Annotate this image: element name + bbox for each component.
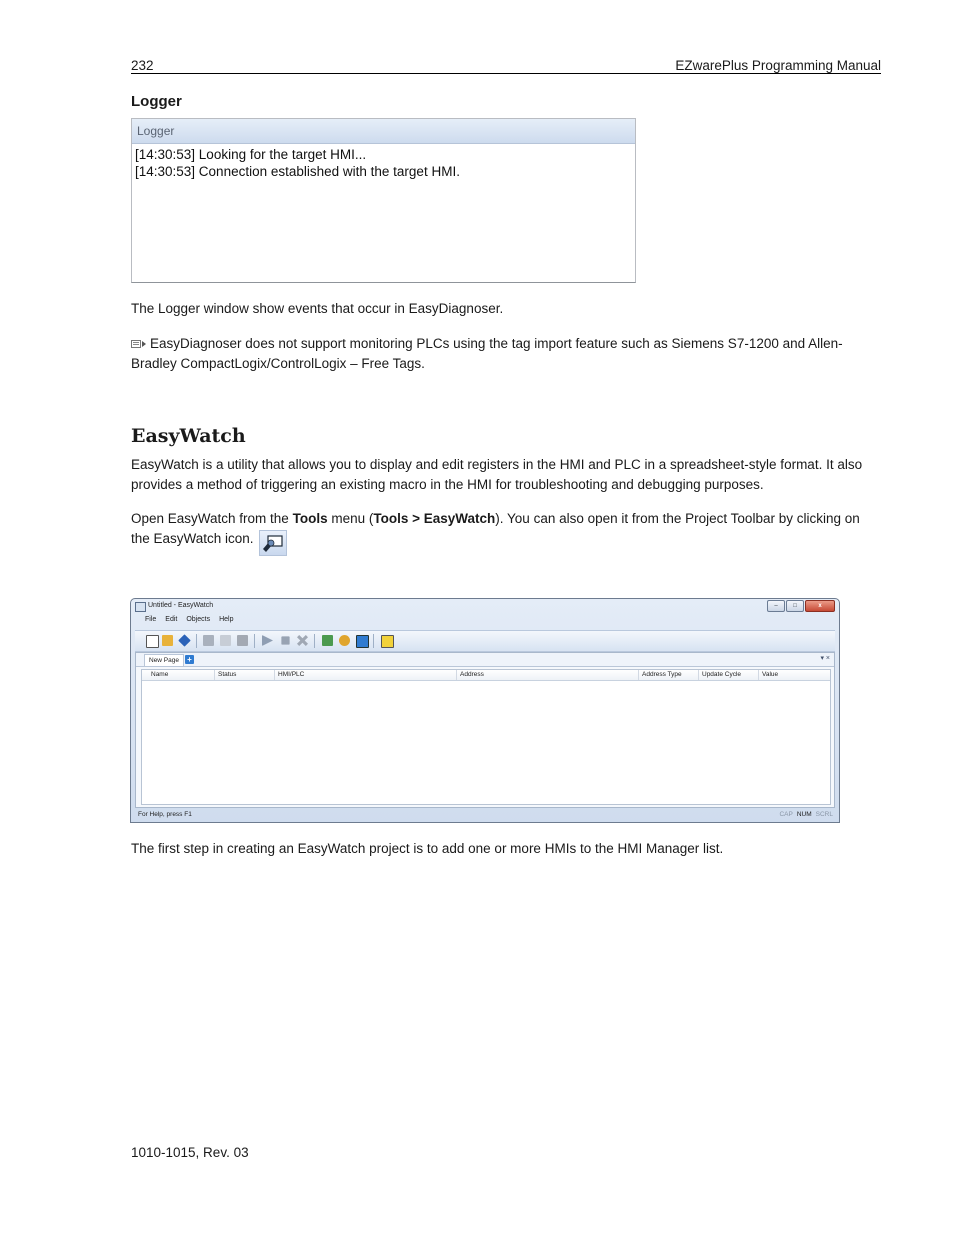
closing-paragraph: The first step in creating an EasyWatch project is to add one or more HMIs to the HMI Manager list. [131, 841, 724, 856]
status-bar [135, 809, 835, 821]
column-header-name[interactable]: Name [151, 671, 169, 678]
save-icon[interactable] [178, 634, 190, 646]
logger-line: [14:30:53] Connection established with the target HMI. [135, 164, 460, 179]
monitor-icon[interactable] [356, 635, 369, 648]
menu-bar [135, 616, 835, 628]
window-title: Untitled - EasyWatch [148, 602, 214, 609]
tools-menu-ref: Tools [292, 511, 328, 526]
cut-icon[interactable] [203, 635, 214, 646]
menu-help[interactable]: Help [219, 616, 234, 623]
toolbar-separator [254, 634, 255, 648]
new-file-icon[interactable] [146, 635, 159, 648]
logger-window-screenshot [131, 118, 636, 283]
paste-icon[interactable] [237, 635, 248, 646]
easywatch-icon [259, 530, 287, 556]
caps-indicator: CAP [779, 811, 793, 818]
tab-new-page[interactable]: New Page [144, 654, 184, 666]
text-run: Open EasyWatch from the [131, 511, 293, 526]
text-run: ). You can also open it from the Project Toolbar by clicking on the EasyWatch icon. [131, 511, 860, 546]
column-header-address-type[interactable]: Address Type [638, 670, 698, 680]
scroll-indicator: SCRL [815, 811, 833, 818]
page-header [131, 58, 881, 74]
status-indicators [779, 809, 833, 821]
text-run: menu ( [327, 511, 374, 526]
column-header-hmi-plc[interactable]: HMI/PLC [274, 670, 456, 680]
logger-lines [132, 144, 635, 180]
easywatch-window-screenshot [130, 598, 840, 823]
note-text: EasyDiagnoser does not support monitoring PLCs using the tag import feature such as Siemens S7-1200 and Allen-Bradley CompactLogix/ControlLogix – Free Tags. [131, 336, 843, 371]
easywatch-open-instructions [131, 509, 881, 556]
toolbar [135, 630, 835, 652]
menu-file[interactable]: File [145, 616, 157, 623]
app-icon [135, 602, 146, 612]
page-number: 232 [131, 58, 154, 73]
settings-icon[interactable] [339, 635, 350, 646]
tab-row [136, 653, 834, 667]
column-header-status[interactable]: Status [214, 670, 274, 680]
delete-icon[interactable] [297, 635, 308, 646]
add-hmi-icon[interactable] [322, 635, 333, 646]
copy-icon[interactable] [220, 635, 231, 646]
toolbar-separator [373, 634, 374, 648]
toolbar-separator [314, 634, 315, 648]
column-header-update-cycle[interactable]: Update Cycle [698, 670, 758, 680]
minimize-button[interactable]: – [767, 600, 785, 612]
window-titlebar [131, 599, 839, 614]
note-paragraph [131, 334, 881, 373]
column-header-value[interactable]: Value [758, 670, 833, 680]
tools-easywatch-path: Tools > EasyWatch [373, 511, 496, 526]
page-footer: 1010-1015, Rev. 03 [131, 1145, 249, 1160]
menu-objects[interactable]: Objects [186, 616, 211, 623]
note-icon [131, 339, 147, 349]
help-icon[interactable] [381, 635, 394, 648]
column-header-address[interactable]: Address [456, 670, 638, 680]
add-tab-icon[interactable]: + [185, 655, 194, 664]
grid-header [142, 670, 830, 681]
open-folder-icon[interactable] [162, 635, 173, 646]
logger-description: The Logger window show events that occur in EasyDiagnoser. [131, 301, 504, 316]
easywatch-intro: EasyWatch is a utility that allows you to display and edit registers in the HMI and PLC in a spreadsheet-style format. It also provides a method of triggering an existing macro in the HMI for troubleshooting and debugging purposes. [131, 457, 863, 492]
maximize-button[interactable]: □ [786, 600, 804, 612]
logger-window-title: Logger [132, 119, 635, 144]
logger-heading: Logger [131, 93, 182, 110]
pane-controls-icon[interactable]: ▾ × [820, 655, 830, 662]
watch-grid[interactable] [141, 669, 831, 805]
num-indicator: NUM [796, 811, 812, 818]
manual-title: EZwarePlus Programming Manual [675, 58, 881, 73]
document-pane [135, 652, 835, 808]
window-controls [766, 600, 835, 612]
stop-icon[interactable] [281, 636, 289, 644]
status-help-text: For Help, press F1 [138, 811, 192, 818]
toolbar-separator [196, 634, 197, 648]
menu-edit[interactable]: Edit [165, 616, 178, 623]
logger-line: [14:30:53] Looking for the target HMI... [135, 147, 367, 162]
play-icon[interactable] [262, 635, 273, 646]
easywatch-heading: EasyWatch [131, 425, 246, 447]
close-button[interactable]: x [805, 600, 835, 612]
